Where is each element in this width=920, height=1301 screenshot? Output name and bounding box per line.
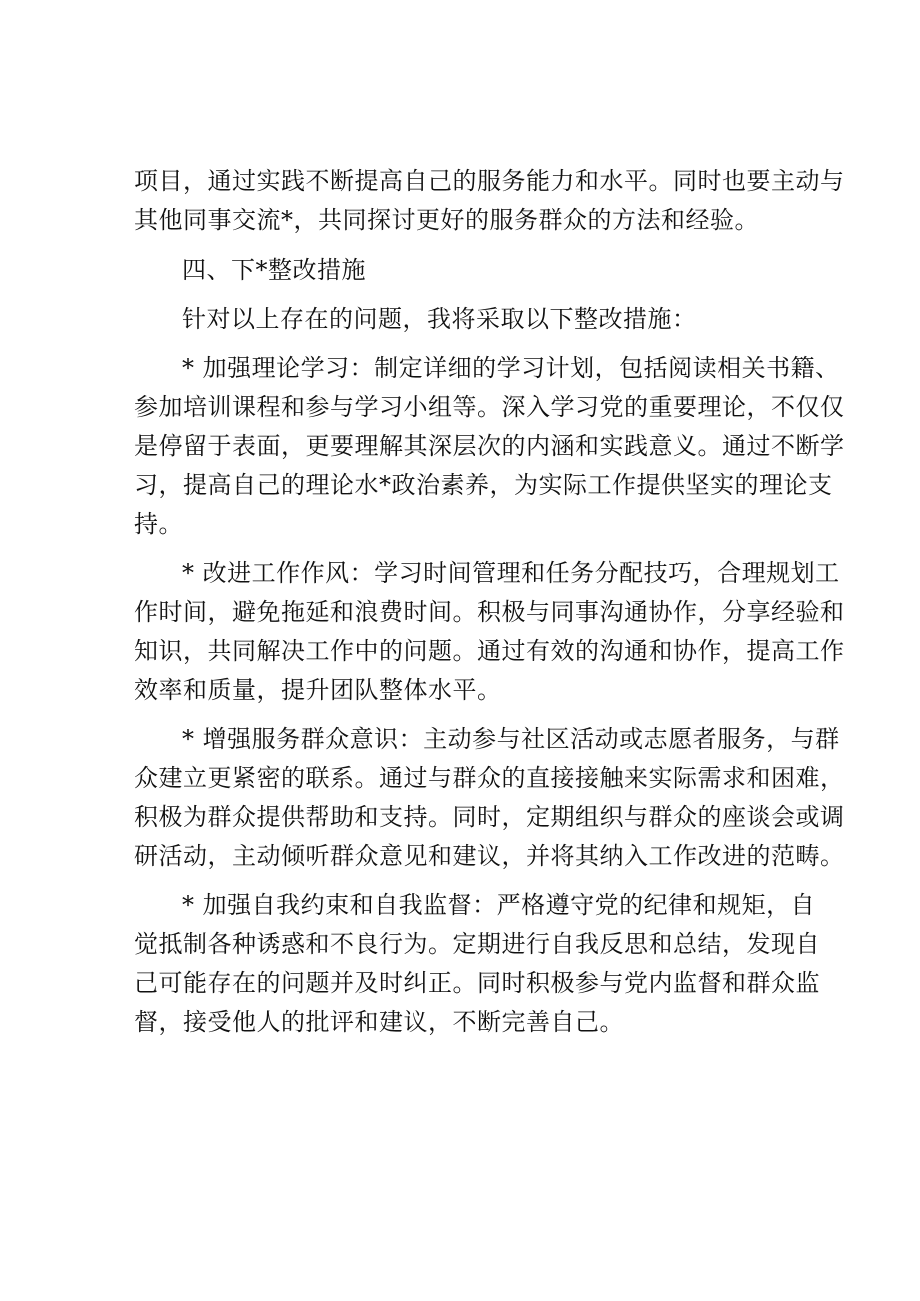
section-heading-text: 四、下*整改措施 bbox=[182, 256, 366, 284]
text-line: 研活动，主动倾听群众意见和建议，并将其纳入工作改进的范畴。 bbox=[134, 842, 845, 870]
intro-text: 针对以上存在的问题，我将采取以下整改措施： bbox=[182, 305, 697, 333]
text-line: 项目，通过实践不断提高自己的服务能力和水平。同时也要主动与 bbox=[134, 167, 845, 195]
text-line: * 加强自我约束和自我监督：严格遵守党的纪律和规矩，自 bbox=[182, 891, 816, 919]
text-line: * 加强理论学习：制定详细的学习计划，包括阅读相关书籍、 bbox=[182, 354, 840, 382]
text-line: * 增强服务群众意识：主动参与社区活动或志愿者服务，与群 bbox=[182, 725, 840, 753]
document-body bbox=[134, 162, 845, 1042]
text-line: 知识，共同解决工作中的问题。通过有效的沟通和协作，提高工作 bbox=[134, 637, 845, 665]
text-line: 己可能存在的问题并及时纠正。同时积极参与党内监督和群众监 bbox=[134, 969, 820, 997]
text-line: 参加培训课程和参与学习小组等。深入学习党的重要理论，不仅仅 bbox=[134, 393, 845, 421]
text-line: * 改进工作作风：学习时间管理和任务分配技巧，合理规划工 bbox=[182, 559, 840, 587]
paragraph-continuation bbox=[134, 162, 845, 240]
text-line: 督，接受他人的批评和建议，不断完善自己。 bbox=[134, 1008, 624, 1036]
text-line: 是停留于表面，更要理解其深层次的内涵和实践意义。通过不断学 bbox=[134, 432, 845, 460]
text-line: 众建立更紧密的联系。通过与群众的直接接触来实际需求和困难， bbox=[134, 764, 845, 792]
text-line: 效率和质量，提升团队整体水平。 bbox=[134, 676, 502, 704]
text-line: 觉抵制各种诱惑和不良行为。定期进行自我反思和总结，发现自 bbox=[134, 930, 820, 958]
measure-item-2 bbox=[134, 554, 845, 710]
section-heading bbox=[134, 251, 794, 290]
intro-paragraph bbox=[134, 300, 794, 339]
text-line: 作时间，避免拖延和浪费时间。积极与同事沟通协作，分享经验和 bbox=[134, 598, 845, 626]
measure-item-1 bbox=[134, 349, 845, 544]
text-line: 积极为群众提供帮助和支持。同时，定期组织与群众的座谈会或调 bbox=[134, 803, 845, 831]
text-line: 习，提高自己的理论水*政治素养，为实际工作提供坚实的理论支 bbox=[134, 471, 833, 499]
text-line: 持。 bbox=[134, 510, 183, 538]
measure-item-3 bbox=[134, 720, 845, 876]
text-line: 其他同事交流*，共同探讨更好的服务群众的方法和经验。 bbox=[134, 206, 759, 234]
measure-item-4 bbox=[134, 886, 820, 1042]
